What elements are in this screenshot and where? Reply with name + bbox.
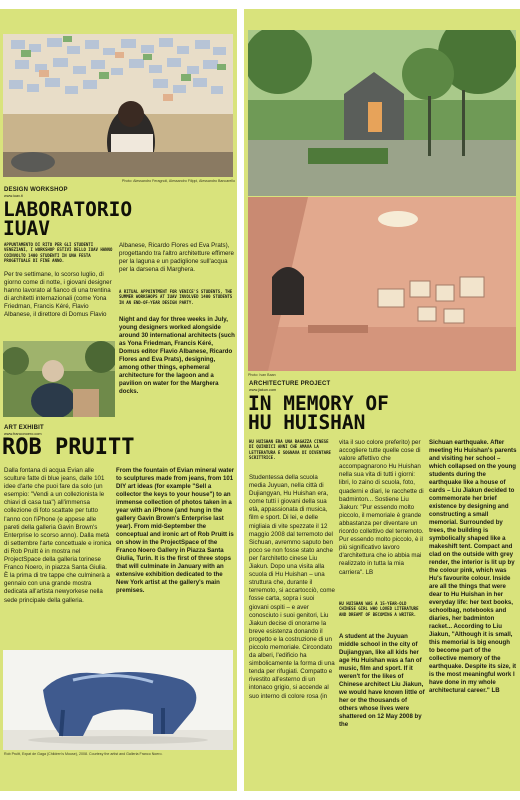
design-workshop-body-en: Night and day for three weeks in July, young designers worked alongside around 30 international architects (such as Yona Friedman, Francis Kéré, Domus editor Flavio Albanese, Ricardo Flores and Eva Prats), designing, among other things, ephemeral architecture for the lagoon and a pavilion on water for the Marghera docks. <box>119 316 235 395</box>
design-workshop-title-line1: LABORATORIO <box>3 198 133 221</box>
design-workshop-intro-en: A RITUAL APPOINTMENT FOR VENICE'S STUDENTS, THE SUMMER WORKSHOPS AT IUAV INVOLVED 1400 STUDENTS IN AN END-OF-YEAR DESIGN PARTY. <box>119 289 233 305</box>
memorial-exterior-image <box>248 30 516 196</box>
architecture-project-title-line1: IN MEMORY OF <box>248 392 389 415</box>
architecture-intro-it: HU HUISHAN ERA UNA RAGAZZA CINESE DI QUINDICI ANNI CHE AMAVA LA LETTERATURA E SOGNAVA DI DIVENTARE SCRITTRICE. <box>249 439 331 461</box>
workshop-photo-image <box>3 34 233 177</box>
architecture-body-en-2: Sichuan earthquake. After meeting Hu Huishan's parents and visiting her school – which collapsed on the young students during the earthquake like a house of cards – Liu Jiakun decided to commemorate her brief existence by designing and constructing a small memorial. Surrounded by trees, the building is symbolically shaped like a makeshift tent. Compact and clad on the outside with grey render, the interior is lit up by the colour pink, which was Hu's favourite colour. Inside are all the things that were dear to Hu Huishan in her everyday life: her text books, schoolbag, notebooks and diaries, her badminton racket... According to Liu Jiakun, "Although it is small, this memorial is big enough to become part of the collective memory of the earthquake. Despite its size, it is the most meaningful work I have done in my whole architectural career." LB <box>429 439 517 694</box>
rob-pruitt-photo <box>3 650 233 750</box>
architecture-project-url: www.jiakun.com <box>249 388 277 392</box>
workshop-photo-caption: Photo: Alessandro Feragnoli, Alessandro Filippi, Alessandro Bancarello <box>121 179 235 183</box>
art-exhibit-url: www.franconoero.com <box>4 432 42 436</box>
memorial-exterior-photo <box>248 30 516 196</box>
left-page <box>0 9 237 791</box>
architecture-project-kicker: ARCHITECTURE PROJECT <box>249 381 331 387</box>
design-workshop-body-it-b: Albanese, Ricardo Flores ed Eva Prats), progettando tra l'altro architetture effimere per la laguna e un padiglione sull'acqua per la darsena di Marghera. <box>119 242 234 274</box>
art-exhibit-kicker: ART EXHIBIT <box>4 425 44 431</box>
art-exhibit-body-it: Dalla fontana di acqua Evian alle sculture fatte di blue jeans, dalle 101 idee d'arte che puoi fare da solo (un esempio: "Vendi a un collezionista le chiavi di casa tua") all'immensa collezione di foto scattate per tutto l'anno con l'iPhone (e appese alle pareti della galleria Gavin Brown's Enterprise lo scorso anno). Dalla metà di settembre l'arte concettuale e ironica di Rob Pruitt è in mostra nel ProjectSpace della galleria torinese Franco Noero, in piazza Santa Giulia. È la prima di tre tappe che culminerà a gennaio con una grande mostra dedicata all'artista newyorkese nella sede principale della galleria. <box>4 467 112 604</box>
rob-pruitt-photo-caption: Rob Pruitt, Expat de Gaga (Children's Mouse), 2008. Courtesy the artist and Galleria Franco Noero. <box>4 752 163 756</box>
architecture-body-en-1: A student at the Juyuan middle school in the city of Dujiangyan, like all kids her age Hu Huishan was a fan of music, film and sport. If it weren't for the likes of Chinese architect Liu Jiakun, we would have known little of her or the thousands of others whose lives were shattered on 12 May 2008 by the <box>339 633 425 728</box>
architecture-body-it-2: vita il suo colore preferito) per accogliere tutte quelle cose di valore affettivo che accompagnarono Hu Huishan nella sua vita di tutti i giorni: libri, lo zaino di scuola, foto, quaderni e diari, le racchette di badminton... Sostiene Liu Jiakun: "Pur essendo molto piccolo, il memoriale è grande abbastanza per diventare un ricordo collettivo del terremoto. Pur essendo molto piccolo, è il più significativo lavoro d'architettura che io abbia mai realizzato in tutta la mia carriera". LB <box>339 439 424 576</box>
design-workshop-body-it-a: Per tre settimane, lo scorso luglio, di giorno come di notte, i giovani designer hanno lavorato al fianco di una trentina di architetti internazionali (come Yona Friedman, Francis Kéré, Flavio Albanese, il direttore di Domus Flavio <box>4 271 112 319</box>
workshop-photo <box>3 34 233 177</box>
design-workshop-kicker: DESIGN WORKSHOP <box>4 187 68 193</box>
art-exhibit-body-en: From the fountain of Evian mineral water to sculptures made from jeans, from 101 DIY art ideas (for example "Sell a collector the keys to your house") to an immense collection of photos taken in a year with an iPhone (and hung in the gallery Gavin Brown's Enterprise last year). From mid-September the conceptual and ironic art of Rob Pruitt is on show in the ProjectSpace of the Franco Noero Gallery in Piazza Santa Giulia, Turin. It is the first of three stops that will culminate in January with an extensive exhibition dedicated to the New York artist at the gallery's main premises. <box>116 467 235 594</box>
workshop-portrait-image <box>3 341 115 417</box>
jeans-sculpture-image <box>3 650 233 750</box>
design-workshop-intro-it: APPUNTAMENTO DI RITO PER GLI STUDENTI VENEZIANI, I WORKSHOP ESTIVI DELLO IUAV HANNO COINVOLTO 1400 STUDENTI IN UNA FESTA PROGETTUALE DI FINE ANNO. <box>4 242 113 264</box>
design-workshop-title-line2: IUAV <box>3 217 50 240</box>
memorial-photo-caption: Photo: Ivan Baan <box>248 373 276 377</box>
design-workshop-url: www.iuav.it <box>4 194 23 198</box>
memorial-interior-photo <box>248 197 516 371</box>
architecture-intro-en: HU HUISHAN WAS A 15-YEAR-OLD CHINESE GIRL WHO LOVED LITERATURE AND DREAMT OF BECOMING A WRITER. <box>339 601 419 617</box>
architecture-body-it-1: Studentessa della scuola media Juyuan, nella città di Dujiangyan, Hu Huishan era, come tutti i giovani della sua età, appassionata di musica, film e sport. Di lei, e delle migliaia di vite spezzate il 12 maggio 2008 dal terremoto del Sichuan, avremmo saputo ben poco se non fosse stato anche per l'architetto cinese Liu Jiakun. Dopo una visita alla scuola di Hu Huishan – una struttura che, durante il terremoto, si accartocciò, come fosse carta, sopra i suoi giovani ospiti – e aver conosciuto i suoi genitori, Liu Jiakun decise di onorarne la breve esistenza donando il progetto e la costruzione di un piccolo memoriale. Circondato da alberi, l'edificio ha simbolicamente la forma di una tenda per rifugiati. Compatto e rivestito all'esterno di un intonaco grigio, si accende al suo interno di colore rosa (in <box>249 474 335 700</box>
architecture-project-title-line2: HU HUISHAN <box>248 411 366 434</box>
right-page <box>244 9 520 791</box>
workshop-portrait-photo <box>3 341 115 417</box>
memorial-interior-image <box>248 197 516 371</box>
art-exhibit-title: ROB PRUITT <box>2 435 135 460</box>
